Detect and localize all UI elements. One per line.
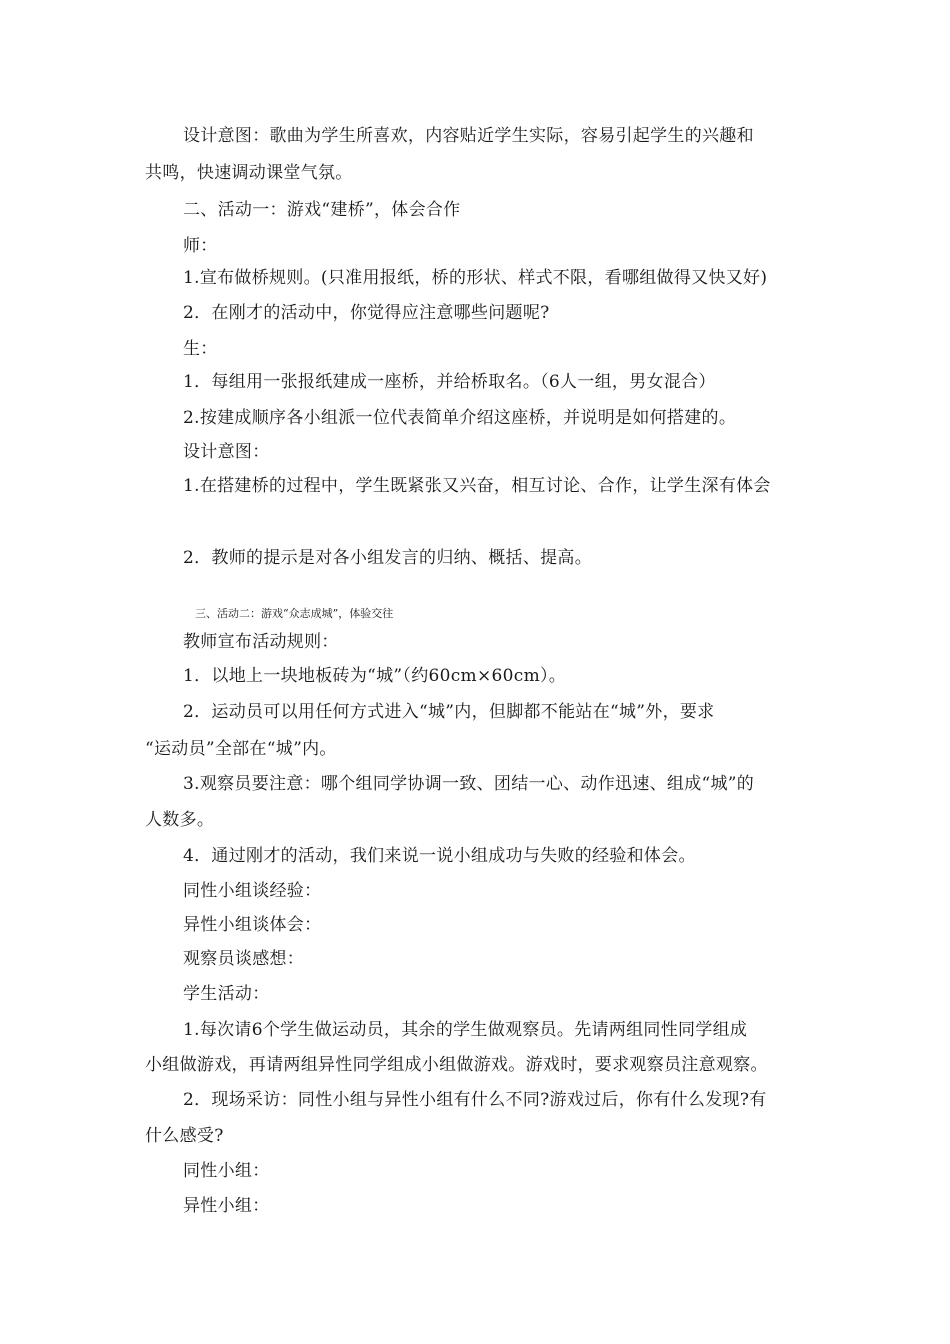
list-item-teacher-2: 2．在刚才的活动中，你觉得应注意哪些问题呢? <box>183 303 550 323</box>
list-item-teacher-1: 1.宣布做桥规则。(只准用报纸，桥的形状、样式不限，看哪组做得又快又好) <box>183 268 768 288</box>
list-item-activity-1: 1.每次请6个学生做运动员，其余的学生做观察员。先请两组同性同学组成 <box>183 1020 748 1040</box>
section-heading-activity-one: 二、活动一：游戏“建桥”，体会合作 <box>183 200 461 220</box>
paragraph-same-gender-group: 同性小组： <box>183 1161 270 1181</box>
list-item-rule-3-cont: 人数多。 <box>145 810 215 830</box>
list-item-rule-4: 4．通过刚才的活动，我们来说一说小组成功与失败的经验和体会。 <box>183 846 696 866</box>
paragraph-rules-label: 教师宣布活动规则： <box>183 632 339 652</box>
section-heading-activity-two: 三、活动二：游戏“众志成城”，体验交往 <box>195 607 394 620</box>
paragraph-student-label: 生： <box>183 339 218 359</box>
list-item-rule-2-cont: “运动员”全部在“城”内。 <box>145 739 337 759</box>
paragraph-design-intent-label: 设计意图： <box>183 442 270 462</box>
paragraph-student-activity-label: 学生活动： <box>183 984 270 1004</box>
list-item-activity-2: 2．现场采访：同性小组与异性小组有什么不同?游戏过后，你有什么发现?有 <box>183 1090 767 1110</box>
list-item-design-intent-2: 2．教师的提示是对各小组发言的归纳、概括、提高。 <box>183 548 593 568</box>
paragraph-design-intent-1: 设计意图：歌曲为学生所喜欢，内容贴近学生实际，容易引起学生的兴趣和 <box>183 126 754 146</box>
paragraph-observer-thoughts: 观察员谈感想： <box>183 949 305 969</box>
list-item-activity-1-cont: 小组做游戏，再请两组异性同学组成小组做游戏。游戏时，要求观察员注意观察。 <box>145 1055 768 1075</box>
list-item-rule-3: 3.观察员要注意：哪个组同学协调一致、团结一心、动作迅速、组成“城”的 <box>183 774 755 794</box>
paragraph-mixed-gender-group: 异性小组： <box>183 1196 270 1216</box>
paragraph-teacher-label: 师： <box>183 236 218 256</box>
list-item-student-1: 1．每组用一张报纸建成一座桥，并给桥取名。（6人一组，男女混合） <box>183 372 716 392</box>
list-item-activity-2-cont: 什么感受? <box>145 1126 224 1146</box>
list-item-rule-1: 1．以地上一块地板砖为“城”（约60cm×60cm）。 <box>183 666 567 686</box>
paragraph-mixed-gender-experience: 异性小组谈体会： <box>183 915 322 935</box>
list-item-rule-2: 2．运动员可以用任何方式进入“城”内，但脚都不能站在“城”外，要求 <box>183 702 715 722</box>
paragraph-same-gender-experience: 同性小组谈经验： <box>183 881 322 901</box>
paragraph-design-intent-1-cont: 共鸣，快速调动课堂气氛。 <box>145 163 353 183</box>
list-item-student-2: 2.按建成顺序各小组派一位代表简单介绍这座桥，并说明是如何搭建的。 <box>183 408 737 428</box>
list-item-design-intent-1: 1.在搭建桥的过程中，学生既紧张又兴奋，相互讨论、合作，让学生深有体会 <box>183 476 771 496</box>
